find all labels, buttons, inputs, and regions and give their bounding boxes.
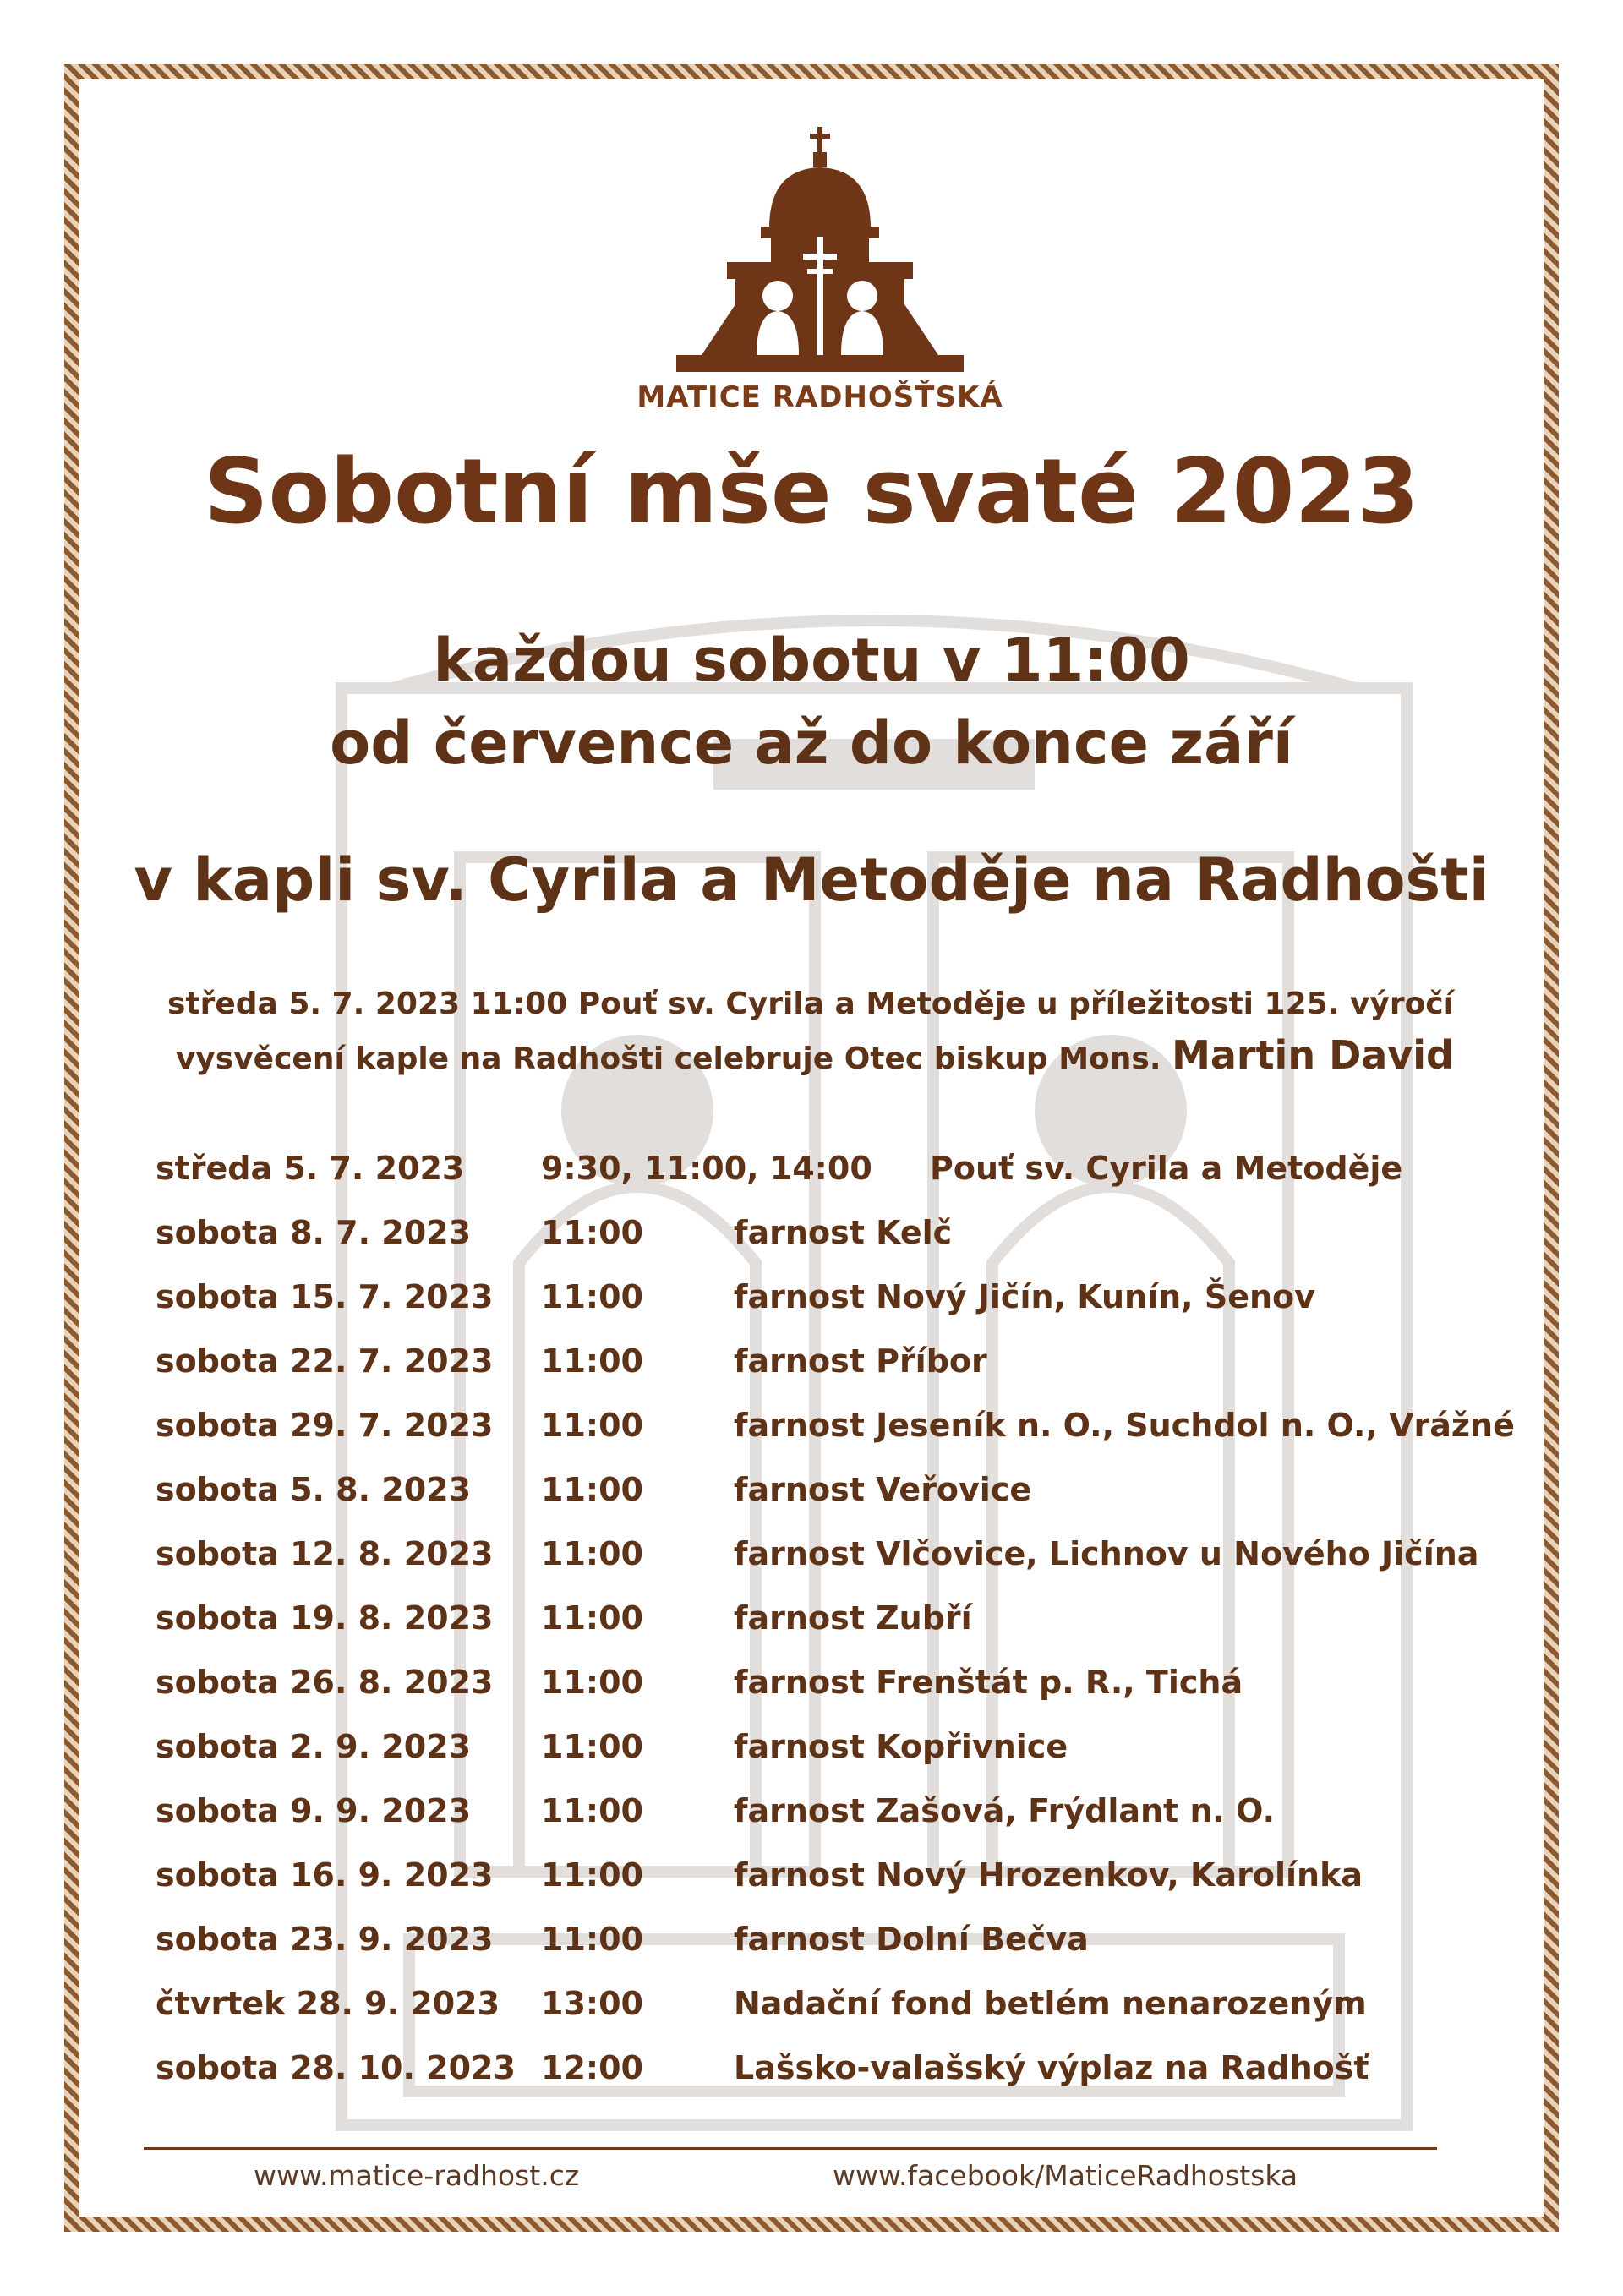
schedule-date: sobota 9. 9. 2023 (156, 1792, 472, 1829)
intro-line2 (135, 1030, 1454, 1085)
schedule-time: 13:00 (541, 1985, 643, 2022)
schedule-time: 11:00 (541, 1342, 643, 1380)
schedule-row (0, 1664, 1623, 1728)
schedule-time: 11:00 (541, 1792, 643, 1829)
schedule-time: 11:00 (541, 1535, 643, 1572)
schedule-date: sobota 16. 9. 2023 (156, 1856, 494, 1894)
schedule-date: sobota 12. 8. 2023 (156, 1535, 494, 1572)
schedule-row (0, 1471, 1623, 1535)
schedule-date: sobota 29. 7. 2023 (156, 1407, 494, 1444)
website-link[interactable]: www.matice-radhost.cz (254, 2159, 580, 2192)
schedule-desc: Nadační fond betlém nenarozeným (734, 1985, 1367, 2022)
schedule-row (0, 1985, 1623, 2049)
subtitle-line2: od července až do konce září (330, 708, 1293, 778)
schedule-time: 11:00 (541, 1599, 643, 1637)
schedule-row (0, 1342, 1623, 1407)
intro-line2-prefix: vysvěcení kaple na Radhošti celebruje Otec biskup Mons. (175, 1041, 1161, 1076)
schedule-desc: Pouť sv. Cyrila a Metoděje (930, 1150, 1403, 1187)
intro-text (135, 979, 1454, 1085)
schedule-date: sobota 28. 10. 2023 (156, 2049, 516, 2086)
schedule-date: čtvrtek 28. 9. 2023 (156, 1985, 500, 2022)
schedule-date: sobota 2. 9. 2023 (156, 1728, 472, 1765)
schedule-desc: farnost Nový Jičín, Kunín, Šenov (734, 1278, 1315, 1315)
schedule-desc: farnost Dolní Bečva (734, 1921, 1089, 1958)
schedule-time: 11:00 (541, 1471, 643, 1508)
intro-line1: středa 5. 7. 2023 11:00 Pouť sv. Cyrila a Metoděje u příležitosti 125. výročí (167, 987, 1454, 1021)
schedule-time: 12:00 (541, 2049, 643, 2086)
schedule-date: sobota 23. 9. 2023 (156, 1921, 494, 1958)
schedule-row (0, 1599, 1623, 1664)
schedule-desc: farnost Zašová, Frýdlant n. O. (734, 1792, 1276, 1829)
schedule-row (0, 1150, 1623, 1214)
page-title: Sobotní mše svaté 2023 (204, 440, 1419, 544)
schedule-time: 11:00 (541, 1728, 643, 1765)
schedule-desc: Lašsko-valašský výplaz na Radhošť (734, 2049, 1369, 2086)
schedule-desc: farnost Příbor (734, 1342, 987, 1380)
schedule-time: 11:00 (541, 1278, 643, 1315)
schedule-desc: farnost Kopřivnice (734, 1728, 1068, 1765)
schedule-time: 11:00 (541, 1664, 643, 1701)
subtitle-line1: každou sobotu v 11:00 (433, 626, 1190, 695)
schedule-time: 11:00 (541, 1921, 643, 1958)
schedule-date: středa 5. 7. 2023 (156, 1150, 465, 1187)
schedule-desc: farnost Jeseník n. O., Suchdol n. O., Vrážné (734, 1407, 1515, 1444)
schedule-date: sobota 22. 7. 2023 (156, 1342, 494, 1380)
schedule-date: sobota 8. 7. 2023 (156, 1214, 472, 1251)
footer-divider (144, 2147, 1437, 2150)
schedule-desc: farnost Frenštát p. R., Tichá (734, 1664, 1243, 1701)
schedule-date: sobota 19. 8. 2023 (156, 1599, 494, 1637)
schedule-row (0, 1921, 1623, 1985)
bishop-name: Martin David (1172, 1032, 1454, 1078)
chapel-saints-icon (676, 118, 964, 372)
schedule-desc: farnost Zubří (734, 1599, 972, 1637)
schedule-row (0, 1728, 1623, 1792)
schedule-row (0, 1214, 1623, 1278)
location-line: v kapli sv. Cyrila a Metoděje na Radhošti (134, 845, 1489, 915)
schedule-date: sobota 15. 7. 2023 (156, 1278, 494, 1315)
schedule-desc: farnost Veřovice (734, 1471, 1032, 1508)
schedule-desc: farnost Nový Hrozenkov, Karolínka (734, 1856, 1363, 1894)
facebook-link[interactable]: www.facebook/MaticeRadhostska (833, 2159, 1298, 2192)
schedule-time: 11:00 (541, 1214, 643, 1251)
schedule-date: sobota 5. 8. 2023 (156, 1471, 472, 1508)
logo-text: MATICE RADHOŠŤSKÁ (637, 380, 1003, 414)
schedule-row (0, 1856, 1623, 1921)
schedule-time: 11:00 (541, 1856, 643, 1894)
schedule-desc: farnost Kelč (734, 1214, 953, 1251)
schedule-row (0, 2049, 1623, 2113)
schedule-row (0, 1407, 1623, 1471)
schedule-date: sobota 26. 8. 2023 (156, 1664, 494, 1701)
schedule-time: 9:30, 11:00, 14:00 (541, 1150, 872, 1187)
schedule-row (0, 1278, 1623, 1342)
schedule-desc: farnost Vlčovice, Lichnov u Nového Jičína (734, 1535, 1479, 1572)
schedule-row (0, 1792, 1623, 1856)
schedule-time: 11:00 (541, 1407, 643, 1444)
schedule-row (0, 1535, 1623, 1599)
